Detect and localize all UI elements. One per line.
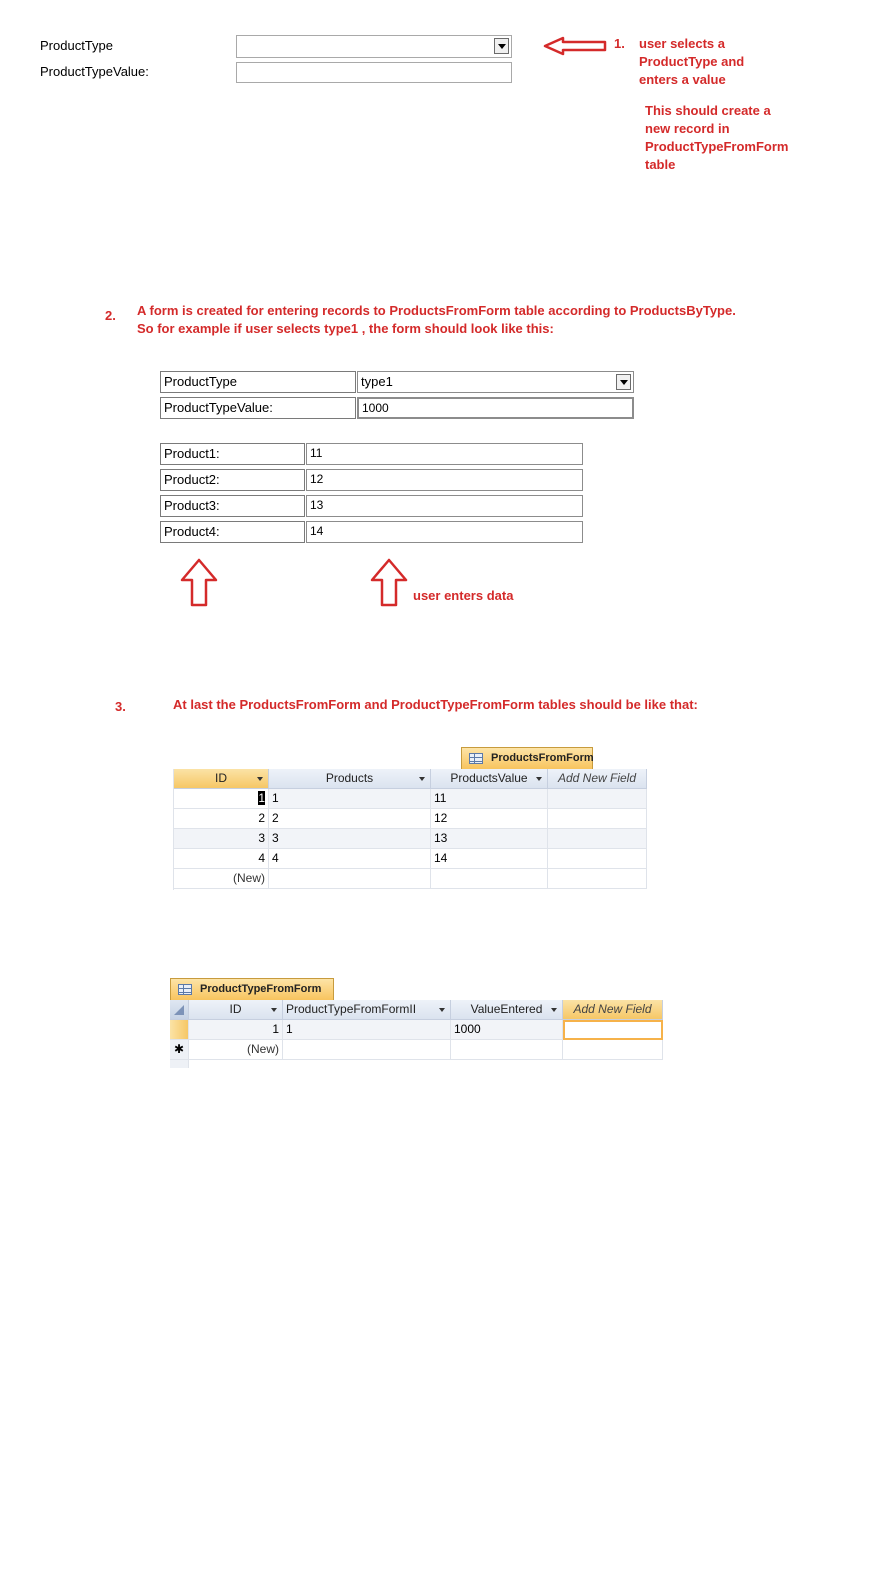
cell-add-new-selected[interactable] <box>563 1020 663 1040</box>
select-all-corner[interactable] <box>170 1000 189 1020</box>
header-label: Products <box>325 771 374 785</box>
arrow-left-icon <box>543 36 609 56</box>
step-1-note <box>639 35 744 89</box>
product-type-from-form-datasheet <box>170 1000 663 1070</box>
header-label: ProductTypeFromFormII <box>286 1002 417 1016</box>
chevron-down-icon[interactable] <box>494 38 509 54</box>
caret-down-icon[interactable] <box>551 1008 557 1012</box>
caret-down-icon[interactable] <box>271 1008 277 1012</box>
user-enters-data-note: user enters data <box>413 588 514 603</box>
step-3-number: 3. <box>115 699 126 714</box>
tab-products-from-form[interactable] <box>461 747 593 769</box>
product-type-label: ProductType <box>40 38 113 53</box>
column-header-add-new-field[interactable]: Add New Field <box>548 769 647 789</box>
cell-add-new[interactable] <box>548 869 647 889</box>
tab-title: ProductTypeFromForm <box>200 983 322 995</box>
note-line: ProductType and <box>639 54 745 69</box>
column-header-products[interactable] <box>269 769 431 789</box>
step-2-text <box>137 302 736 338</box>
step-3-text: At last the ProductsFromForm and ProductTypeFromForm tables should be like that: <box>173 697 698 712</box>
product-type-value-label: ProductTypeValue: <box>40 64 149 79</box>
arrow-up-icon <box>370 558 408 608</box>
note-line: new record in <box>645 121 730 136</box>
header-label: ID <box>229 1002 242 1016</box>
caret-down-icon[interactable] <box>536 777 542 781</box>
cell-products[interactable]: 2 <box>269 809 431 829</box>
cell-products-value[interactable]: 12 <box>431 809 548 829</box>
text-line: So for example if user selects type1 , the form should look like this: <box>137 321 554 336</box>
caret-down-icon[interactable] <box>419 777 425 781</box>
table-icon <box>178 984 192 995</box>
column-header-id[interactable] <box>189 1000 283 1020</box>
product3-label: Product3: <box>160 495 305 517</box>
header-label: ValueEntered <box>470 1002 543 1016</box>
product2-input[interactable]: 12 <box>306 469 583 491</box>
form-product-type-label: ProductType <box>160 371 356 393</box>
cell-id-new[interactable]: (New) <box>174 869 269 889</box>
column-header-add-new-field[interactable]: Add New Field <box>563 1000 663 1020</box>
step-1-number: 1. <box>614 36 625 51</box>
note-line: ProductTypeFromForm <box>645 139 789 154</box>
product4-label: Product4: <box>160 521 305 543</box>
cell-products-value[interactable]: 13 <box>431 829 548 849</box>
cell-text: 1 <box>258 791 265 805</box>
note-line: table <box>645 157 676 172</box>
note-line: This should create a <box>645 103 771 118</box>
record-selector-empty <box>170 1060 189 1068</box>
cell-add-new[interactable] <box>548 829 647 849</box>
cell-id[interactable] <box>174 789 269 809</box>
cell-product-type-id[interactable]: 1 <box>283 1020 451 1040</box>
cell-id-new[interactable]: (New) <box>189 1040 283 1060</box>
product1-label: Product1: <box>160 443 305 465</box>
cell-add-new[interactable] <box>563 1040 663 1060</box>
cell-products-value[interactable]: 11 <box>431 789 548 809</box>
table-icon <box>469 753 483 764</box>
product3-input[interactable]: 13 <box>306 495 583 517</box>
products-from-form-datasheet <box>173 769 647 890</box>
cell-id[interactable]: 1 <box>189 1020 283 1040</box>
cell-value-entered[interactable]: 1000 <box>451 1020 563 1040</box>
form-product-type-value-input[interactable]: 1000 <box>357 397 634 419</box>
column-header-id[interactable] <box>174 769 269 789</box>
product2-label: Product2: <box>160 469 305 491</box>
cell-id[interactable]: 4 <box>174 849 269 869</box>
cell-value-entered[interactable] <box>451 1040 563 1060</box>
tab-product-type-from-form[interactable] <box>170 978 334 1000</box>
caret-down-icon[interactable] <box>257 777 263 781</box>
cell-products-value[interactable]: 14 <box>431 849 548 869</box>
tab-title: ProductsFromForm <box>491 752 594 764</box>
header-label: ProductsValue <box>450 771 528 785</box>
cell-products[interactable] <box>269 869 431 889</box>
form-product-type-combo[interactable] <box>357 371 634 393</box>
cell-products-value[interactable] <box>431 869 548 889</box>
text-line: A form is created for entering records to ProductsFromForm table according to ProductsByType. <box>137 303 736 318</box>
product1-input[interactable]: 11 <box>306 443 583 465</box>
header-label: ID <box>215 771 227 785</box>
product4-input[interactable]: 14 <box>306 521 583 543</box>
note-line: enters a value <box>639 72 726 87</box>
column-header-products-value[interactable] <box>431 769 548 789</box>
cell-id[interactable]: 3 <box>174 829 269 849</box>
cell-product-type-id[interactable] <box>283 1040 451 1060</box>
step-2-number: 2. <box>105 308 116 323</box>
cell-id[interactable]: 2 <box>174 809 269 829</box>
cell-products[interactable]: 3 <box>269 829 431 849</box>
cell-products[interactable]: 4 <box>269 849 431 869</box>
cell-add-new[interactable] <box>548 849 647 869</box>
step-1-note-2 <box>645 102 789 174</box>
cell-add-new[interactable] <box>548 809 647 829</box>
chevron-down-icon[interactable] <box>616 374 631 390</box>
record-selector[interactable] <box>170 1020 189 1040</box>
column-header-product-type-from-form-id[interactable] <box>283 1000 451 1020</box>
form-product-type-value-label: ProductTypeValue: <box>160 397 356 419</box>
column-header-value-entered[interactable] <box>451 1000 563 1020</box>
arrow-up-icon <box>180 558 218 608</box>
form-product-type-value: type1 <box>361 374 393 389</box>
product-type-combo[interactable] <box>236 35 512 58</box>
product-type-value-input[interactable] <box>236 62 512 83</box>
new-record-icon: ✱ <box>170 1040 189 1060</box>
caret-down-icon[interactable] <box>439 1008 445 1012</box>
cell-products[interactable]: 1 <box>269 789 431 809</box>
note-line: user selects a <box>639 36 726 51</box>
cell-add-new[interactable] <box>548 789 647 809</box>
